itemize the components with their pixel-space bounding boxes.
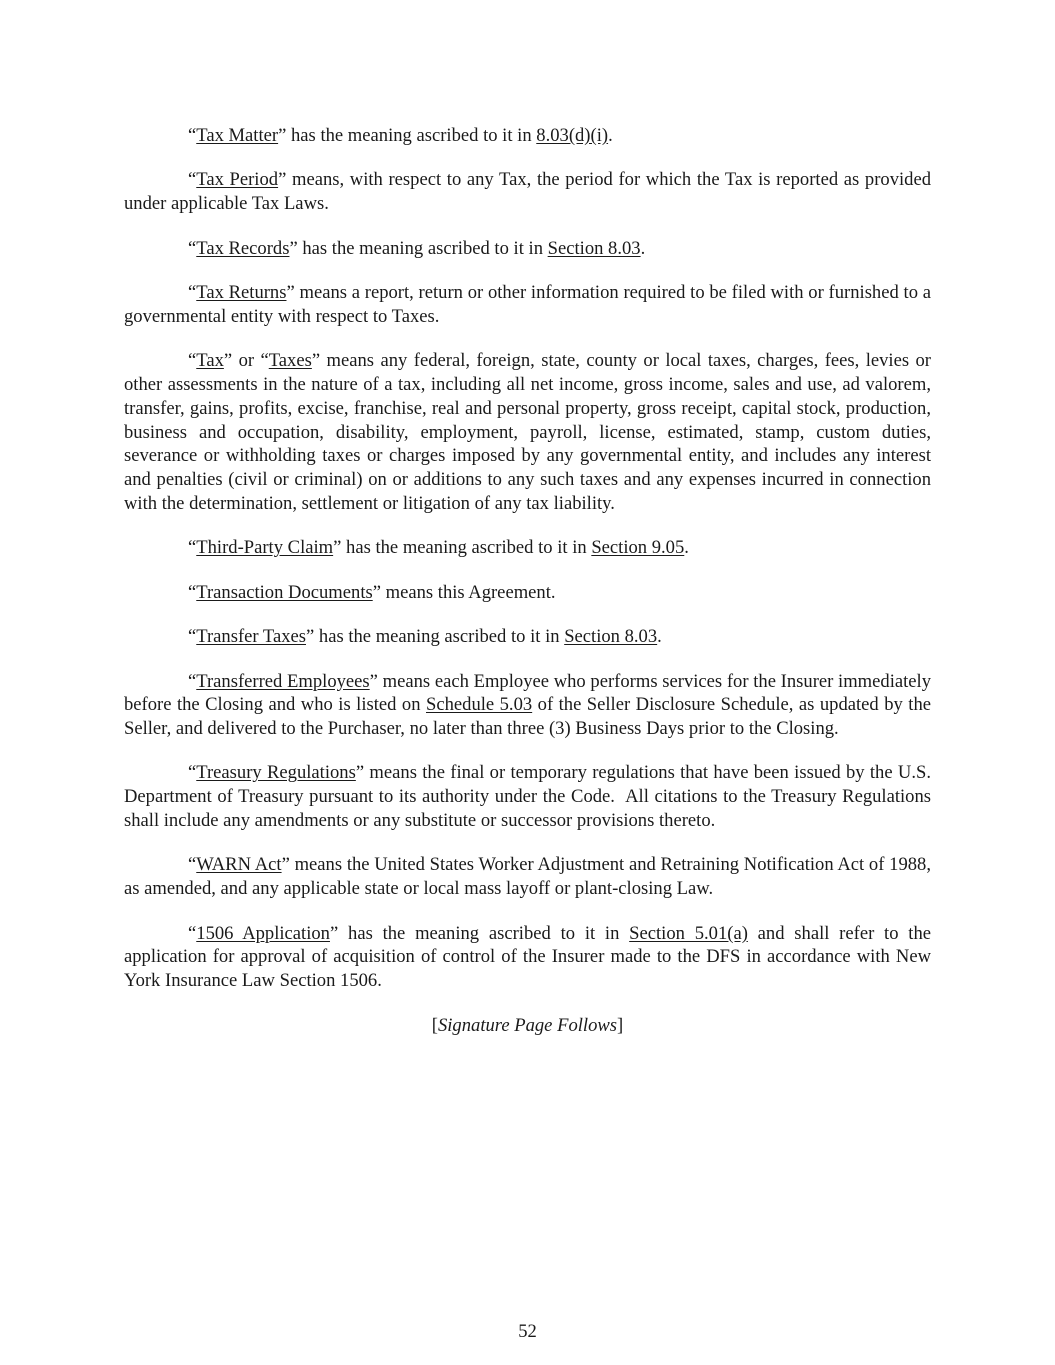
definition-text: means each Employee who performs services for the Insurer immediately before the Closing and who is listed on [124, 670, 931, 716]
defined-term: Transaction Documents [196, 581, 373, 603]
close-quote: ” [278, 125, 287, 146]
close-quote: ” [369, 670, 378, 692]
section-reference: Section 9.05 [591, 537, 685, 559]
definition-tax-period [124, 168, 931, 216]
definition-taxes [124, 349, 931, 516]
definition-text: . [608, 125, 613, 146]
definition-text: . [657, 626, 662, 648]
defined-term: Tax [196, 350, 224, 372]
definition-text: . [640, 237, 646, 259]
section-reference: Section 8.03 [564, 626, 658, 648]
open-quote: “ [188, 281, 197, 303]
section-reference: Section 5.01(a) [629, 922, 748, 944]
close-quote: ” [333, 537, 342, 559]
close-quote: ” [223, 350, 233, 372]
defined-term: Tax Returns [196, 281, 287, 303]
definition-transferred-employees [124, 670, 931, 741]
definition-text: of the Seller Disclosure Schedule, as updated by the Seller, and delivered to the Purchaser, no later than three (3) Business Days prior to the Closing. [124, 694, 931, 740]
defined-term: Tax Matter [196, 125, 279, 146]
definition-1506-application [124, 922, 931, 993]
schedule-reference: Schedule 5.03 [426, 694, 533, 716]
page-number: 52 [518, 1321, 537, 1342]
open-quote: “ [188, 854, 197, 876]
defined-term-alternate: Taxes [268, 350, 312, 372]
close-quote: ” [329, 922, 339, 944]
open-quote: “ [188, 350, 197, 372]
definition-text: means this Agreement. [380, 581, 556, 603]
definition-text: or “ [232, 350, 269, 372]
close-quote: ” [281, 854, 290, 876]
open-quote: “ [188, 626, 197, 648]
defined-term: 1506 Application [196, 922, 330, 944]
open-quote: “ [188, 169, 197, 191]
section-reference: Section 8.03 [547, 237, 641, 259]
definition-text: means the United States Worker Adjustment and Retraining Notification Act of 1988, as amended, and any applicable state or local mass layoff or plant-closing Law. [124, 854, 931, 900]
close-quote: ” [355, 762, 365, 784]
definition-tax-records [124, 237, 931, 261]
definition-text: means, with respect to any Tax, the period for which the Tax is reported as provided under applicable Tax Laws. [124, 169, 932, 215]
close-quote: ” [372, 581, 381, 603]
definition-text: and shall refer to the application for approval of acquisition of control of the Insurer made to the DFS in accordance with New York Insurance Law Section 1506. [124, 922, 931, 992]
definition-text: has the meaning ascribed to it in [341, 537, 592, 559]
definition-warn-act [124, 853, 931, 901]
defined-term: WARN Act [196, 854, 282, 876]
definition-text: means the final or temporary regulations that have been issued by the U.S. Department of Treasury pursuant to its authority under the Code. All citations to the Treasury Regulations shall include any amendments or any substitute or successor provisions thereto. [124, 762, 936, 832]
definition-tax-returns [124, 281, 931, 329]
close-bracket: ] [617, 1014, 624, 1036]
definition-transaction-documents [124, 581, 931, 605]
open-quote: “ [188, 670, 197, 692]
definition-text: means a report, return or other information required to be filed with or furnished to a governmental entity with respect to Taxes. [124, 281, 931, 327]
definition-text: has the meaning ascribed to it in [297, 237, 548, 259]
defined-term: Transferred Employees [196, 670, 370, 692]
close-quote: ” [286, 281, 295, 303]
section-reference: 8.03(d)(i) [536, 125, 609, 146]
definition-treasury-regulations [124, 761, 936, 832]
definition-third-party-claim [124, 536, 931, 560]
signature-note-text: Signature Page Follows [437, 1014, 618, 1036]
defined-term: Transfer Taxes [196, 626, 306, 648]
definition-text: . [684, 537, 689, 559]
definition-text: ” means any federal, foreign, state, county or local taxes, charges, fees, levies or other assessments in the nature of a tax, including all net income, gross income, sales and use, ad valorem, transfer, gains, profits, excise, franchise, real and personal property, gross receipt, capital stock, production, business and occupation, disability, employment, payroll, license, estimated, stamp, custom duties, severance or withholding taxes or charges imposed by any governmental entity, and includes any interest and penalties (civil or criminal) on or additions to any such taxes and any expenses incurred in connection with the determination, settlement or litigation of any tax liability. [124, 350, 931, 514]
open-quote: “ [188, 762, 197, 784]
definition-text: has the meaning ascribed to it in [286, 125, 537, 146]
open-quote: “ [188, 922, 197, 944]
definition-text: has the meaning ascribed to it in [314, 626, 565, 648]
open-bracket: [ [431, 1014, 438, 1036]
defined-term: Treasury Regulations [196, 762, 356, 784]
definition-transfer-taxes [124, 625, 931, 649]
definition-tax-matter [124, 124, 931, 148]
defined-term: Tax Records [196, 237, 290, 259]
defined-term: Third-Party Claim [196, 537, 334, 559]
document-page [124, 124, 936, 1037]
defined-term: Tax Period [196, 169, 279, 191]
close-quote: ” [278, 169, 287, 191]
close-quote: ” [306, 626, 315, 648]
close-quote: ” [289, 237, 298, 259]
open-quote: “ [188, 125, 197, 146]
signature-page-note [124, 1014, 931, 1038]
open-quote: “ [188, 581, 197, 603]
open-quote: “ [188, 237, 197, 259]
open-quote: “ [188, 537, 197, 559]
definition-text: has the meaning ascribed to it in [338, 922, 630, 944]
